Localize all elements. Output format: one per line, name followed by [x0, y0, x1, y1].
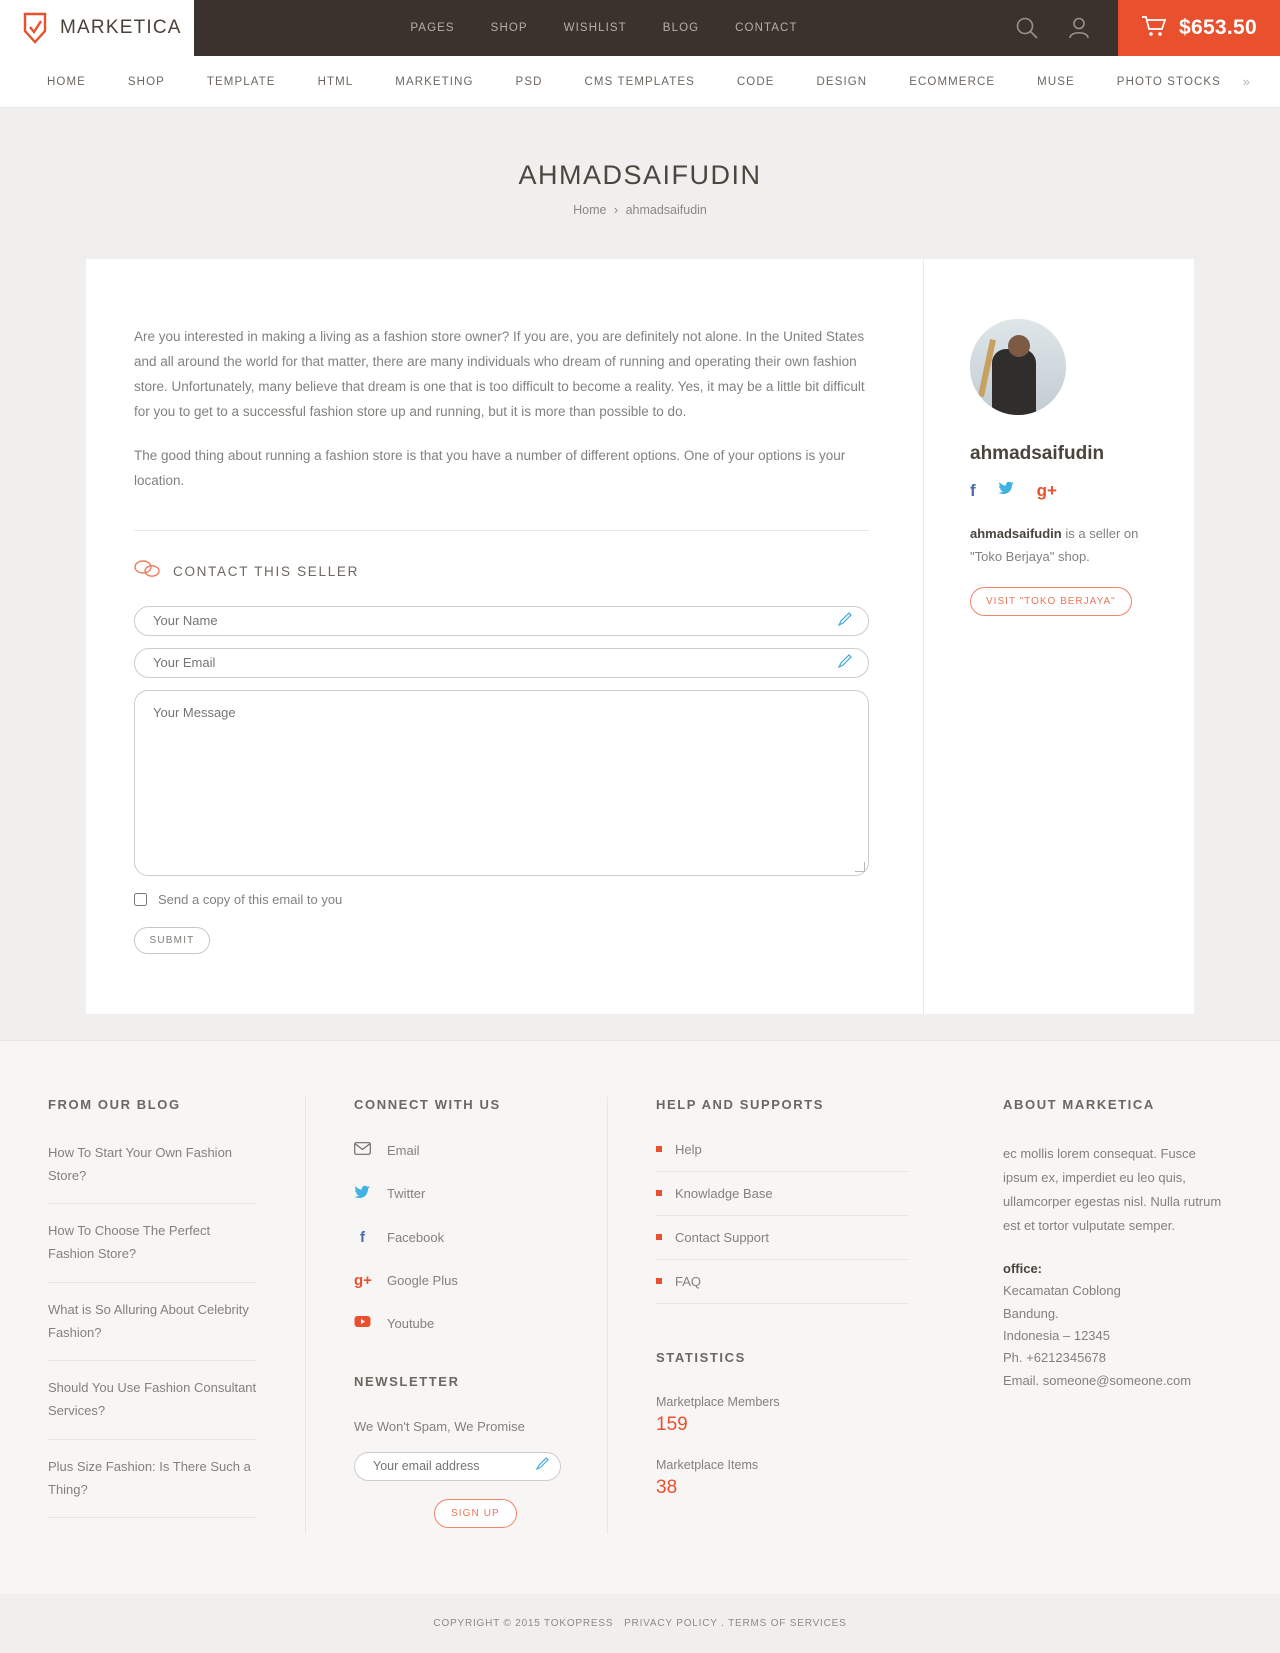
nav-item-shop[interactable]: SHOP: [127, 75, 165, 88]
bullet-icon: [656, 1146, 662, 1152]
panel-main: [86, 259, 923, 1014]
list-item[interactable]: [354, 1142, 559, 1159]
list-item-label: Google Plus: [387, 1272, 458, 1288]
youtube-icon: [354, 1315, 371, 1332]
logo-text: MARKETICA: [60, 17, 182, 38]
footer-connect-list: [354, 1142, 559, 1332]
list-item[interactable]: [656, 1230, 909, 1260]
list-item[interactable]: Should You Use Fashion Consultant Services?: [48, 1377, 257, 1440]
content-area: [0, 259, 1280, 1040]
top-nav-item-shop[interactable]: SHOP: [490, 22, 528, 34]
top-nav-item-wishlist[interactable]: WISHLIST: [563, 22, 627, 34]
seller-intro: [134, 325, 869, 494]
main-nav: [0, 56, 1280, 108]
list-item-label: Knowladge Base: [675, 1185, 773, 1201]
nav-item-marketing[interactable]: MARKETING: [395, 75, 474, 88]
list-item-label: Twitter: [387, 1186, 426, 1202]
avatar-head: [1008, 335, 1030, 357]
nav-item-muse[interactable]: MUSE: [1037, 75, 1075, 88]
contact-form-header: [134, 559, 869, 584]
pen-icon: [838, 612, 852, 629]
footer-help-list: [656, 1142, 909, 1304]
bullet-icon: [656, 1234, 662, 1240]
nav-item-home[interactable]: HOME: [47, 75, 86, 88]
pen-icon: [838, 654, 852, 671]
seller-social-links: [970, 481, 1164, 501]
copyright-text: COPYRIGHT © 2015 TOKOPRESS: [433, 1618, 614, 1630]
footer-connect-title: CONNECT WITH US: [354, 1096, 501, 1112]
message-input[interactable]: [151, 703, 852, 863]
list-item-label: Facebook: [387, 1229, 445, 1245]
list-item[interactable]: [656, 1274, 909, 1304]
intro-paragraph-1: Are you interested in making a living as a fashion store owner? If you are, you are definitely not alone. In the United States and all around the world for that matter, there are many individuals who dream of running and operating their own fashion store. Unfortunately, many believe that dream is one that is too difficult to become a reality. Yes, it may be a little bit difficult for you to get to a successful fashion store up and running, but it is more than possible to do.: [134, 329, 865, 419]
footer-about-title: ABOUT MARKETICA: [1003, 1096, 1155, 1112]
list-item[interactable]: [354, 1229, 559, 1246]
address-line: Indonesia – 12345: [1003, 1328, 1110, 1344]
nav-item-psd[interactable]: PSD: [515, 75, 543, 88]
breadcrumb-current: ahmadsaifudin: [625, 203, 707, 217]
nav-item-ecommerce[interactable]: ECOMMERCE: [909, 75, 996, 88]
nav-item-template[interactable]: TEMPLATE: [206, 75, 276, 88]
google-plus-icon[interactable]: g+: [1036, 481, 1057, 500]
seller-description-rest: is a seller on "Toko Berjaya" shop.: [970, 526, 1139, 564]
list-item[interactable]: [656, 1186, 909, 1216]
breadcrumb: [0, 203, 1280, 217]
chevron-double-down-icon[interactable]: »: [1242, 74, 1250, 89]
top-nav: [194, 0, 1014, 56]
top-bar: [0, 0, 1280, 56]
copyright-separator: .: [721, 1618, 725, 1630]
address-line: Bandung.: [1003, 1305, 1059, 1321]
footer-column-about: [957, 1097, 1280, 1535]
list-item[interactable]: [354, 1185, 559, 1203]
list-item[interactable]: [656, 1142, 909, 1172]
list-item[interactable]: How To Choose The Perfect Fashion Store?: [48, 1220, 257, 1283]
footer-column-help: [607, 1097, 957, 1535]
list-item[interactable]: [354, 1272, 559, 1289]
user-icon[interactable]: [1066, 15, 1092, 41]
avatar: [970, 319, 1066, 415]
footer-column-blog: [0, 1097, 305, 1535]
nav-item-code[interactable]: CODE: [736, 75, 775, 88]
send-copy-row[interactable]: [134, 892, 869, 907]
footer-about-office: [1003, 1258, 1232, 1392]
address-line: Ph. +6212345678: [1003, 1350, 1107, 1366]
contact-form-title: CONTACT THIS SELLER: [173, 563, 360, 579]
send-copy-checkbox[interactable]: [134, 893, 147, 906]
list-item[interactable]: [354, 1315, 559, 1332]
breadcrumb-home[interactable]: Home: [573, 203, 607, 217]
twitter-icon[interactable]: [998, 481, 1015, 501]
facebook-icon: f: [360, 1228, 365, 1246]
list-item-label: Help: [675, 1141, 702, 1157]
terms-of-services-link[interactable]: TERMS OF SERVICES: [728, 1618, 847, 1630]
nav-item-design[interactable]: DESIGN: [816, 75, 868, 88]
logo-icon: [22, 12, 48, 44]
page-header: [0, 108, 1280, 259]
name-input[interactable]: [151, 612, 838, 629]
cart-button[interactable]: [1118, 0, 1280, 56]
nav-item-html[interactable]: HTML: [317, 75, 354, 88]
google-plus-icon: g+: [354, 1271, 372, 1289]
nav-item-photo-stocks[interactable]: PHOTO STOCKS: [1116, 75, 1221, 88]
seller-description: [970, 523, 1164, 569]
seller-sidebar: [923, 259, 1194, 1014]
address-line: Email. someone@someone.com: [1003, 1372, 1192, 1388]
facebook-icon[interactable]: f: [970, 481, 976, 500]
resize-handle[interactable]: [855, 862, 865, 872]
seller-name: ahmadsaifudin: [970, 443, 1105, 464]
mail-icon: [354, 1142, 371, 1159]
top-nav-item-blog[interactable]: BLOG: [662, 22, 700, 34]
top-nav-item-pages[interactable]: PAGES: [410, 22, 455, 34]
stat-value: 159: [656, 1413, 688, 1435]
stat-label: Marketplace Members: [656, 1394, 780, 1409]
seller-panel: [86, 259, 1194, 1014]
stat-value: 38: [656, 1476, 678, 1498]
address-line: Kecamatan Coblong: [1003, 1283, 1121, 1299]
newsletter-signup-button[interactable]: SIGN UP: [434, 1499, 517, 1528]
stat-label: Marketplace Items: [656, 1457, 759, 1472]
email-field[interactable]: [134, 648, 869, 678]
newsletter-field[interactable]: [354, 1452, 561, 1481]
list-item-label: Youtube: [387, 1315, 435, 1331]
office-label: office:: [1003, 1261, 1042, 1276]
seller-description-name: ahmadsaifudin: [970, 526, 1062, 541]
email-input[interactable]: [151, 654, 838, 671]
top-icon-group: [1014, 0, 1118, 56]
newsletter-input[interactable]: [371, 1458, 536, 1474]
cart-icon: [1141, 15, 1167, 42]
twitter-icon: [354, 1185, 371, 1203]
breadcrumb-separator: ›: [613, 203, 619, 217]
list-item-label: Email: [387, 1142, 420, 1158]
page-title: AHMADSAIFUDIN: [518, 160, 762, 190]
send-copy-label: Send a copy of this email to you: [158, 891, 343, 907]
footer-blog-list: [48, 1142, 257, 1519]
intro-paragraph-2: The good thing about running a fashion store is that you have a number of different options. One of your options is your location.: [134, 447, 846, 488]
message-field[interactable]: [134, 690, 869, 876]
list-item[interactable]: Plus Size Fashion: Is There Such a Thing?: [48, 1456, 257, 1519]
list-item-label: Contact Support: [675, 1229, 769, 1245]
bullet-icon: [656, 1278, 662, 1284]
chat-bubbles-icon: [134, 559, 160, 584]
logo[interactable]: [0, 0, 194, 56]
name-field[interactable]: [134, 606, 869, 636]
avatar-body: [992, 349, 1036, 415]
list-item[interactable]: How To Start Your Own Fashion Store?: [48, 1142, 257, 1205]
footer-column-connect: [305, 1097, 607, 1535]
footer-about-text: ec mollis lorem consequat. Fusce ipsum ex, imperdiet eu leo quis, ullamcorper egestas nisl. Nulla rutrum est et tortor vulputate semper.: [1003, 1145, 1222, 1233]
copyright-bar: [0, 1594, 1280, 1653]
top-nav-item-contact[interactable]: CONTACT: [735, 22, 798, 34]
cart-amount: $653.50: [1178, 16, 1257, 39]
footer-statistics-title: STATISTICS: [656, 1349, 746, 1365]
nav-item-cms-templates[interactable]: CMS TEMPLATES: [584, 75, 695, 88]
search-icon[interactable]: [1014, 15, 1040, 41]
footer-newsletter-title: NEWSLETTER: [354, 1373, 460, 1389]
footer-blog-title: FROM OUR BLOG: [48, 1096, 181, 1112]
visit-shop-button[interactable]: VISIT "TOKO BERJAYA": [970, 587, 1132, 616]
footer-help-title: HELP AND SUPPORTS: [656, 1096, 825, 1112]
divider: [134, 530, 869, 531]
privacy-policy-link[interactable]: PRIVACY POLICY: [624, 1618, 718, 1630]
footer: [0, 1040, 1280, 1595]
list-item-label: FAQ: [675, 1273, 702, 1289]
pen-icon: [536, 1457, 549, 1475]
bullet-icon: [656, 1190, 662, 1196]
submit-button[interactable]: SUBMIT: [134, 927, 210, 954]
list-item[interactable]: What is So Alluring About Celebrity Fashion?: [48, 1299, 257, 1362]
footer-newsletter-subtitle: We Won't Spam, We Promise: [354, 1418, 525, 1434]
